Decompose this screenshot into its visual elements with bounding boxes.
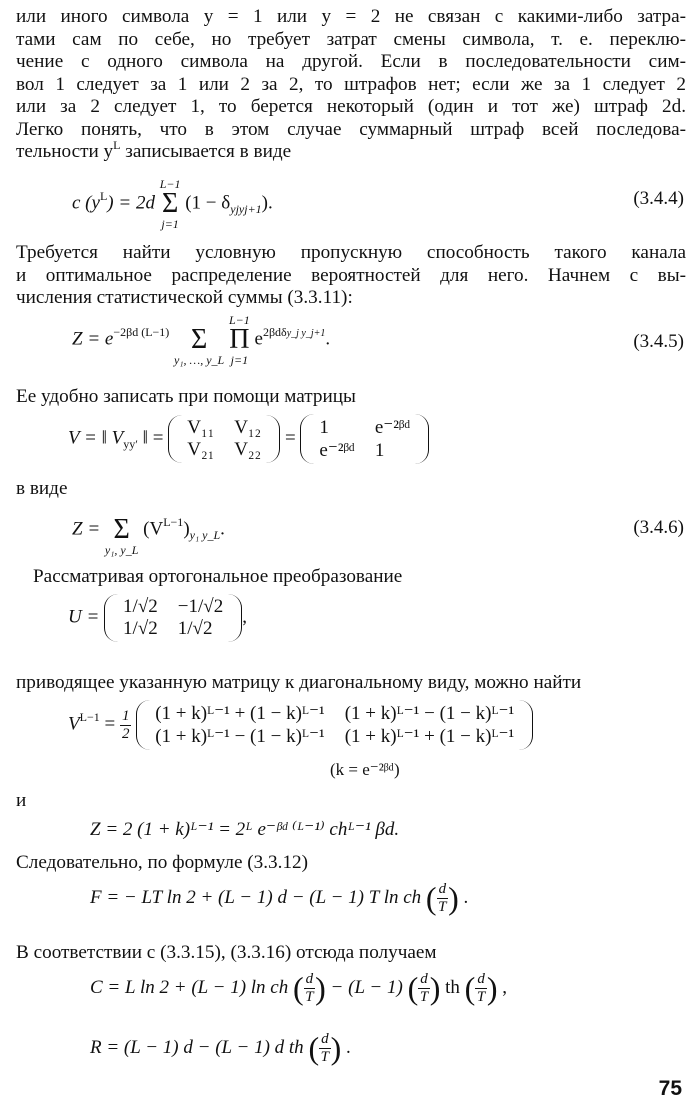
fraction: [304, 972, 316, 1005]
matrix-cell: (1 + k)ᴸ⁻¹ − (1 − k)ᴸ⁻¹: [344, 703, 515, 724]
denominator: T: [320, 1049, 330, 1065]
denominator: T: [305, 989, 314, 1005]
matrix-row: [177, 417, 271, 439]
paren-close: ): [315, 970, 326, 1006]
sum-upper: L−1: [159, 177, 181, 191]
numerator: 1: [121, 707, 130, 724]
matrix-cell: 1/√2: [123, 596, 158, 617]
matrix-VL: [136, 700, 533, 750]
eq-end: .: [346, 1036, 351, 1058]
exp2-sub: y_j y_j+1: [286, 328, 326, 340]
product-operator: [229, 314, 250, 366]
eq-sub: yy′: [123, 437, 138, 452]
eq-e: e: [254, 328, 263, 350]
matrix-table: [309, 416, 420, 462]
sum-operator: [174, 314, 224, 366]
text-line: числения статистической суммы (3.3.11):: [16, 287, 353, 308]
matrix-cell: 1: [374, 439, 385, 461]
numerator: d: [477, 971, 485, 987]
diag-intro: приводящее указанную матрицу к диагональному виду, можно найти: [16, 672, 582, 693]
paren-open: (: [464, 970, 476, 1006]
matrix-table: [145, 702, 524, 748]
superscript: L: [113, 138, 121, 152]
eq-exp: −2βd (L−1): [113, 325, 170, 340]
eq-lhs: U =: [68, 606, 100, 628]
numerator: d: [321, 1031, 329, 1047]
eq-part1: R = (L − 1) d − (L − 1) d th: [90, 1036, 304, 1058]
matrix-cell: (1 + k)ᴸ⁻¹ − (1 − k)ᴸ⁻¹: [155, 726, 325, 747]
equation-F: [90, 880, 468, 917]
text-fragment: тельности y: [16, 141, 114, 162]
equation-3-4-5: [72, 314, 330, 366]
paren-close: ): [429, 970, 441, 1006]
eq-equals: =: [104, 713, 116, 735]
matrix-table: [113, 596, 233, 640]
eq-sub-1: y: [230, 202, 236, 217]
text-line: или за 2 следует 1, то берется некоторый (один и тот же) штраф 2d.: [16, 96, 686, 117]
paragraph-1: [16, 6, 686, 165]
numerator: d: [305, 971, 314, 987]
matrix-V: [168, 415, 280, 463]
equation-number: (3.4.6): [633, 517, 684, 538]
numerator: d: [420, 971, 428, 987]
matrix-row: [177, 439, 271, 461]
eq-end: .: [220, 518, 225, 540]
eq-lhs: V = ‖ V: [68, 427, 124, 449]
eq-part2: − (L − 1): [330, 976, 403, 998]
eq-end: ).: [261, 192, 273, 214]
matrix-cell: e⁻²ᵝᵈ: [319, 440, 355, 461]
prod-upper: L−1: [228, 313, 250, 327]
sum-lower: j=1: [161, 217, 179, 231]
equation-Z: Z = 2 (1 + k)ᴸ⁻¹ = 2ᴸ e⁻ᵝᵈ ⁽ᴸ⁻¹⁾ chᴸ⁻¹ βd.: [90, 819, 400, 840]
eq-rhs: (V: [143, 518, 164, 540]
sootv-intro: В соответствии с (3.3.15), (3.3.16) отсюда получаем: [16, 942, 437, 963]
eq-end: ,: [502, 976, 507, 998]
equation-C: [90, 970, 507, 1007]
matrix-table: [177, 417, 271, 461]
matrix-cell: 1/√2: [177, 618, 213, 639]
matrix-row: [309, 439, 420, 462]
eq-lhs: V: [68, 713, 80, 735]
eq-sup: L−1: [163, 515, 184, 530]
pi-icon: Π: [229, 324, 250, 355]
text-line: Требуется найти условную пропускную способность такого канала: [16, 242, 686, 263]
text-line: [16, 138, 686, 165]
paren-close: ): [448, 880, 459, 916]
matrix-cell: (1 + k)ᴸ⁻¹ + (1 − k)ᴸ⁻¹: [155, 703, 325, 724]
equation-number: (3.4.5): [633, 331, 684, 352]
sled-intro: Следовательно, по формуле (3.3.12): [16, 852, 309, 873]
eq-lhs: c (y: [72, 192, 100, 214]
page-number: 75: [658, 1077, 682, 1100]
eq-end: .: [325, 328, 331, 350]
paren-close: ): [486, 970, 498, 1006]
equation-U-matrix: [68, 594, 247, 642]
matrix-cell: V₂₁: [187, 439, 215, 460]
text-fragment: записывается в виде: [125, 141, 292, 162]
orth-intro: Рассматривая ортогональное преобразование: [33, 566, 403, 587]
eq-rhs: (1 − δ: [185, 192, 231, 214]
text-line: вол 1 следует за 1 или 2 за 2, то штрафов нет; если же за 1 следует 2: [16, 73, 686, 95]
paren-open: (: [407, 970, 419, 1006]
text-line: и оптимальное распределение вероятностей для него. Начнем с вы-: [16, 264, 686, 286]
label-v-vide: в виде: [16, 478, 68, 499]
matrix-cell: V₁₂: [234, 417, 262, 438]
matrix-row: [145, 702, 524, 725]
eq-lhs: F = − LT ln 2 + (L − 1) d − (L − 1) T ln ch: [90, 886, 422, 908]
denominator: T: [419, 989, 429, 1005]
matrix-cell: V₁₁: [187, 417, 215, 438]
eq-sup: L−1: [79, 710, 100, 725]
matrix-cell: 1/√2: [123, 618, 158, 639]
text-line: Легко понять, что в этом случае суммарный штраф всей последова-: [16, 118, 686, 140]
sum-lower: y₁, y_L: [104, 543, 139, 557]
fraction: [437, 882, 449, 915]
sum-lower: y₁, …, y_L: [174, 353, 225, 367]
paren-open: (: [292, 970, 304, 1006]
eq-sub-4: j+1: [244, 202, 262, 217]
fraction: [475, 972, 487, 1005]
eq-lhs-end: ‖ =: [137, 427, 164, 449]
fraction: [319, 1032, 331, 1065]
matrix-row: [113, 618, 233, 640]
eq-end: ,: [242, 606, 247, 628]
equation-V-matrix: [68, 414, 429, 464]
prod-lower: j=1: [230, 353, 249, 367]
paragraph-2: [16, 242, 686, 310]
eq-rhs-end: ): [183, 518, 190, 540]
matrix-U: [104, 594, 242, 642]
sum-operator: [160, 178, 181, 230]
eq-part1: C = L ln 2 + (L − 1) ln ch: [90, 976, 289, 998]
paren-open: (: [425, 880, 437, 916]
sigma-icon: Σ: [161, 188, 179, 219]
sigma-icon: Σ: [190, 324, 208, 355]
eq-exp2: [263, 325, 325, 339]
matrix-V-values: [300, 414, 429, 464]
text-line: тами сам по себе, но требует затрат смены символа, т. е. переклю-: [16, 28, 686, 50]
matrix-cell: 1: [319, 416, 329, 438]
label-i: и: [16, 790, 27, 811]
paren-open: (: [308, 1030, 320, 1066]
eq-sub: [230, 202, 261, 216]
eq-equals: =: [284, 427, 296, 449]
matrix-row: [309, 416, 420, 439]
eq-end: .: [463, 886, 469, 908]
eq-part3: th: [445, 976, 460, 998]
k-definition: (k = e⁻²ᵝᵈ): [330, 760, 400, 779]
denominator: T: [438, 899, 447, 915]
numerator: d: [438, 881, 447, 897]
eq-lhs: Z =: [72, 518, 101, 540]
text-line: чение с одного символа на другой. Если в последовательности сим-: [16, 51, 686, 72]
sum-operator: [105, 504, 139, 556]
denominator: T: [476, 989, 486, 1005]
equation-3-4-4: [72, 178, 273, 230]
eq-sub-3: y: [238, 202, 245, 217]
eq-middle: ) = 2d: [107, 192, 155, 214]
matrix-cell: e⁻²ᵝᵈ: [374, 417, 411, 438]
equation-VL: [68, 700, 533, 750]
fraction: [120, 709, 132, 742]
equation-number: (3.4.4): [633, 188, 684, 209]
matrix-cell: −1/√2: [177, 596, 224, 617]
paren-close: ): [330, 1030, 342, 1066]
fraction: [418, 972, 430, 1005]
eq-lhs: Z = e: [72, 328, 114, 350]
eq-sup: L: [99, 189, 108, 204]
eq-sub-2: j: [235, 202, 239, 217]
exp2-text: 2βdδ: [262, 325, 287, 340]
eq-sub: y₁ y_L: [189, 528, 221, 543]
sigma-icon: Σ: [113, 514, 130, 545]
denominator: 2: [121, 725, 130, 742]
matrix-intro: Ее удобно записать при помощи матрицы: [16, 386, 356, 407]
matrix-cell: V₂₂: [234, 439, 262, 460]
text-line: или иного символа y = 1 или y = 2 не связан с какими-либо затра-: [16, 6, 686, 27]
equation-R: [90, 1030, 351, 1067]
equation-3-4-6: [72, 504, 225, 556]
matrix-cell: (1 + k)ᴸ⁻¹ + (1 − k)ᴸ⁻¹: [344, 726, 515, 747]
matrix-row: [145, 725, 524, 748]
matrix-row: [113, 596, 233, 618]
